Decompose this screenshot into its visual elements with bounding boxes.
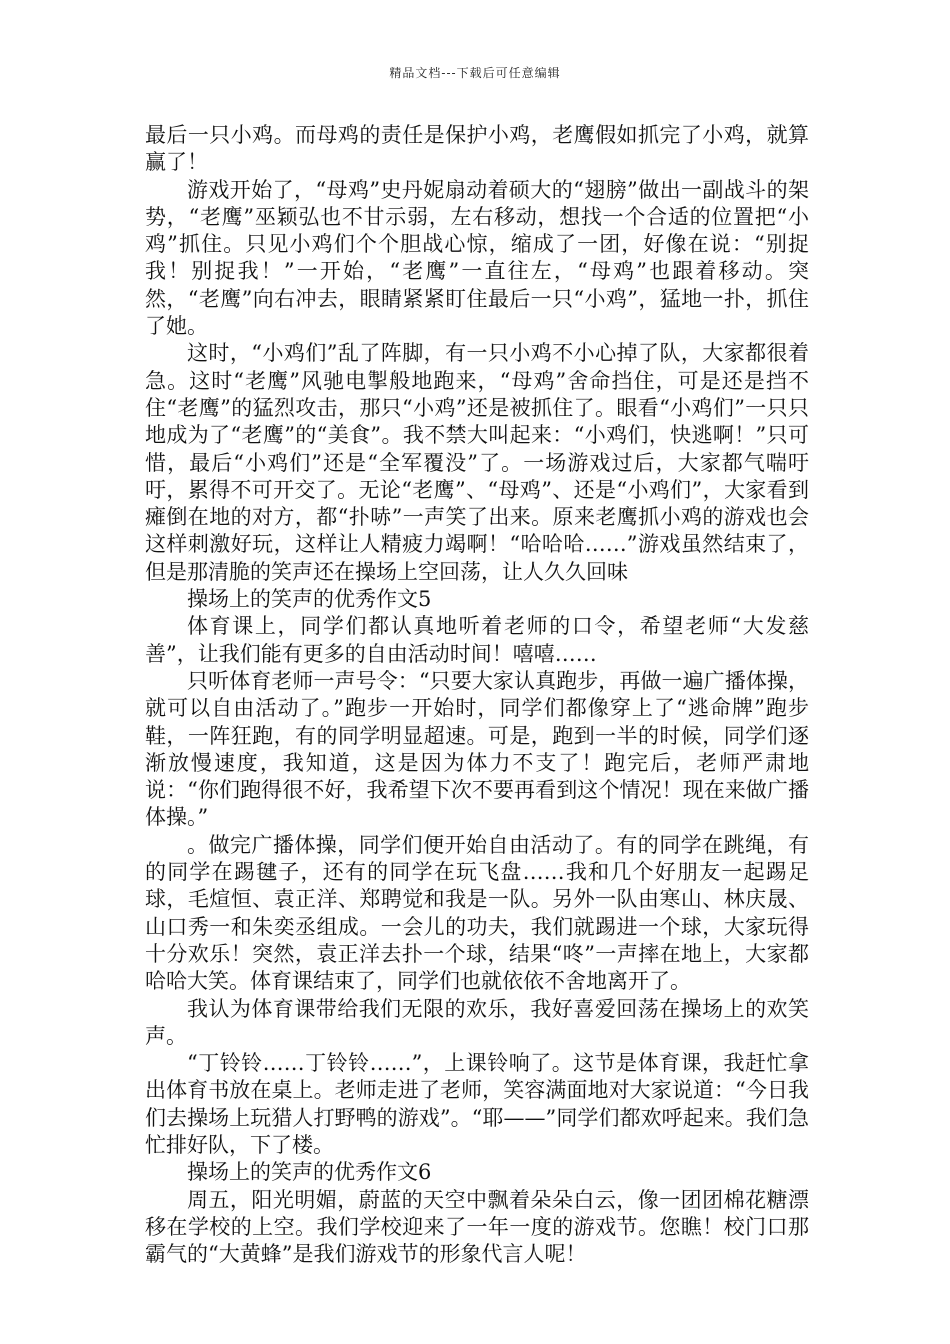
paragraph-9: 周五，阳光明媚，蔚蓝的天空中飘着朵朵白云，像一团团棉花糖漂移在学校的上空。我们学校迎来了一年一度的游戏节。您瞧！校门口那霸气的“大黄蜂”是我们游戏节的形象代言人呢！ xyxy=(145,1187,809,1267)
section-heading-5: 操场上的笑声的优秀作文5 xyxy=(187,587,432,612)
paragraph-7: 我认为体育课带给我们无限的欢乐，我好喜爱回荡在操场上的欢笑声。 xyxy=(145,996,809,1048)
document-body xyxy=(145,122,809,1268)
paragraph-1: 最后一只小鸡。而母鸡的责任是保护小鸡，老鹰假如抓完了小鸡，就算赢了！ xyxy=(145,123,809,175)
page-header: 精品文档---下载后可任意编辑 xyxy=(389,66,561,80)
section-heading-6: 操场上的笑声的优秀作文6 xyxy=(187,1160,432,1185)
paragraph-5: 只听体育老师一声号令：“只要大家认真跑步，再做一遍广播体操，就可以自由活动了。”跑步一开始时，同学们都像穿上了“逃命牌”跑步鞋，一阵狂跑，有的同学明显超速。可是，跑到一半的时候，同学们逐渐放慢速度，我知道，这是因为体力不支了！跑完后，老师严肃地说：“你们跑得很不好，我希望下次不要再看到这个情况！现在来做广播体操。” xyxy=(145,668,809,830)
paragraph-3: 这时，“小鸡们”乱了阵脚，有一只小鸡不小心掉了队，大家都很着急。这时“老鹰”风驰电掣般地跑来，“母鸡”舍命挡住，可是还是挡不住“老鹰”的猛烈攻击，那只“小鸡”还是被抓住了。眼看“小鸡们”一只只地成为了“老鹰”的“美食”。我不禁大叫起来：“小鸡们，快逃啊！”只可惜，最后“小鸡们”还是“全军覆没”了。一场游戏过后，大家都气喘吁吁，累得不可开交了。无论“老鹰”、“母鸡”、还是“小鸡们”，大家看到瘫倒在地的对方，都“扑哧”一声笑了出来。原来老鹰抓小鸡的游戏也会这样刺激好玩，这样让人精疲力竭啊！“哈哈哈……”游戏虽然结束了，但是那清脆的笑声还在操场上空回荡，让人久久回味 xyxy=(145,341,809,584)
paragraph-4: 体育课上，同学们都认真地听着老师的口令，希望老师“大发慈善”，让我们能有更多的自由活动时间！嘻嘻…… xyxy=(145,614,809,666)
paragraph-2: 游戏开始了，“母鸡”史丹妮扇动着硕大的“翅膀”做出一副战斗的架势，“老鹰”巫颖弘也不甘示弱，左右移动，想找一个合适的位置把“小鸡”抓住。只见小鸡们个个胆战心惊，缩成了一团，好像在说：“别捉我！别捉我！”一开始，“老鹰”一直往左，“母鸡”也跟着移动。突然，“老鹰”向右冲去，眼睛紧紧盯住最后一只“小鸡”，猛地一扑，抓住了她。 xyxy=(145,177,809,339)
paragraph-8: “丁铃铃……丁铃铃……”，上课铃响了。这节是体育课，我赶忙拿出体育书放在桌上。老师走进了老师，笑容满面地对大家说道：“今日我们去操场上玩猎人打野鸭的游戏”。“耶——”同学们都欢呼起来。我们急忙排好队，下了楼。 xyxy=(145,1051,809,1157)
paragraph-6: 。做完广播体操，同学们便开始自由活动了。有的同学在跳绳，有的同学在踢毽子，还有的同学在玩飞盘……我和几个好朋友一起踢足球，毛煊恒、袁正洋、郑聘觉和我是一队。另外一队由寒山、林庆晟、山口秀一和朱奕丞组成。一会儿的功夫，我们就踢进一个球，大家玩得十分欢乐！突然，袁正洋去扑一个球，结果“咚”一声摔在地上，大家都哈哈大笑。体育课结束了，同学们也就依依不舍地离开了。 xyxy=(145,832,809,994)
